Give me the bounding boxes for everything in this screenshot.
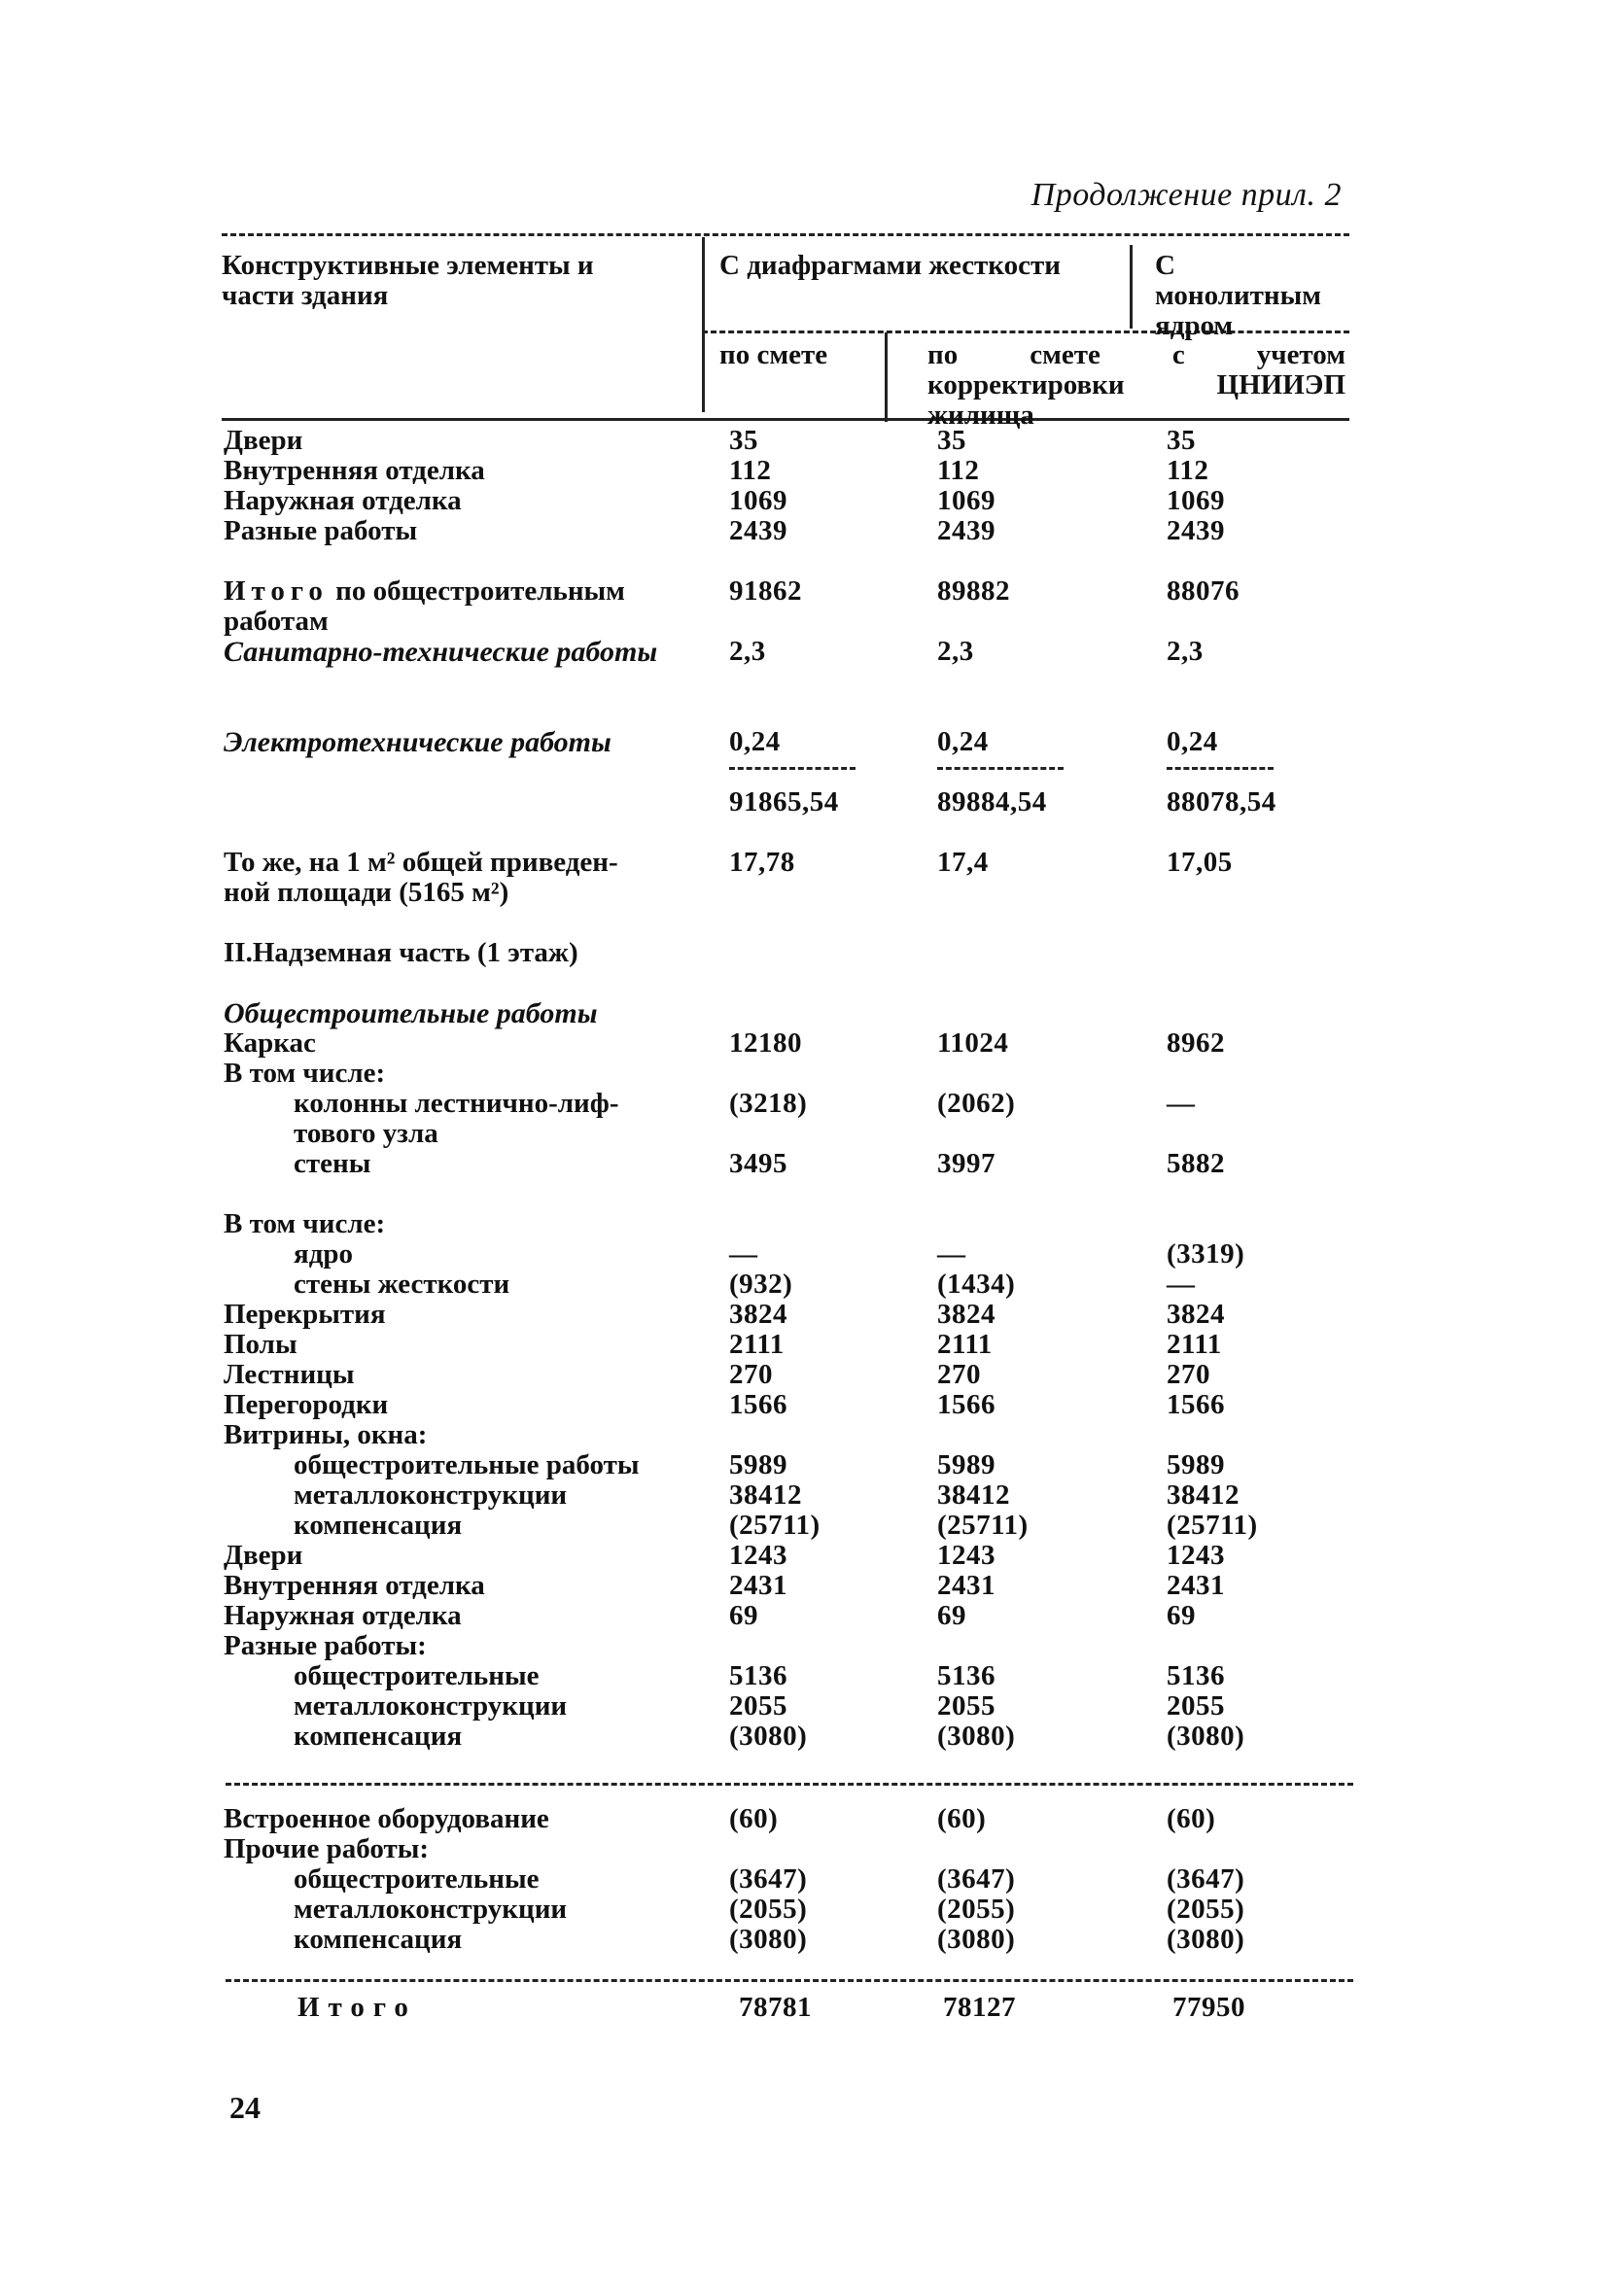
row-value-1: 2439 [729, 515, 787, 546]
row-label-spaced: Итого [224, 575, 329, 607]
row-value-2: — [937, 1238, 966, 1270]
row-value-3: — [1167, 1088, 1196, 1119]
row-value-1: (3218) [729, 1088, 808, 1119]
row-value-3: 2431 [1167, 1570, 1225, 1601]
total-label: Итого [297, 1992, 417, 2023]
table-row [0, 516, 1607, 546]
row-value-3: 0,24 [1167, 726, 1218, 757]
row-value-3: 270 [1167, 1359, 1210, 1390]
table-row [0, 1450, 1607, 1480]
table-row [0, 1270, 1607, 1300]
row-value-3: 3824 [1167, 1299, 1225, 1330]
header-top-rule [222, 233, 1349, 236]
row-value-3: 38412 [1167, 1479, 1240, 1511]
row-value-1: 3495 [729, 1148, 787, 1179]
header-col-elements: Конструктивные элементы и части здания [222, 250, 594, 311]
row-value-1: 35 [729, 425, 758, 456]
table-row [0, 1360, 1607, 1390]
row-value-2: (2055) [937, 1894, 1016, 1925]
row-value-2: 38412 [937, 1479, 1010, 1511]
header-sub-corrected: по смете с учетом корректировки ЦНИИЭП жилища [927, 339, 1345, 431]
table-row [0, 1925, 1607, 1955]
table-row [0, 1541, 1607, 1571]
row-value-1: 2,3 [729, 636, 766, 667]
row-value-2: 89882 [937, 575, 1010, 607]
table-row [0, 1571, 1607, 1601]
table-row [0, 1661, 1607, 1691]
total-row [0, 1993, 1607, 2023]
table-row [0, 1119, 1607, 1149]
row-value-3: — [1167, 1269, 1196, 1300]
table-row [0, 1330, 1607, 1360]
row-label: Витрины, окна: [224, 1419, 428, 1450]
table-row [0, 938, 1607, 968]
table-row [0, 1601, 1607, 1631]
table-row [0, 878, 1607, 908]
row-label: работам [224, 606, 329, 637]
row-value-1: 270 [729, 1359, 773, 1390]
table-row [0, 1420, 1607, 1450]
row-value-1: 12180 [729, 1027, 802, 1059]
row-value-1: 5136 [729, 1660, 787, 1691]
table-row [0, 1300, 1607, 1330]
row-value-1: 2431 [729, 1570, 787, 1601]
row-value-2: 2431 [937, 1570, 996, 1601]
row-label: Внутренняя отделка [224, 455, 485, 486]
table-row [0, 1834, 1607, 1864]
row-label: В том числе: [224, 1058, 386, 1089]
row-value-2: 69 [937, 1600, 966, 1631]
row-value-1: 2055 [729, 1690, 787, 1722]
row-value-2: (25711) [937, 1510, 1029, 1541]
row-label: Перегородки [224, 1389, 389, 1420]
table-row [0, 1028, 1607, 1059]
total-value-1: 78781 [739, 1992, 812, 2023]
row-value-3: 5882 [1167, 1148, 1225, 1179]
row-value-1: 5989 [729, 1449, 787, 1480]
row-value-1: 1069 [729, 485, 787, 516]
table-row [0, 1895, 1607, 1925]
row-value-2: 89884,54 [937, 786, 1047, 818]
header-sub-estimate: по смете [719, 339, 828, 370]
table-row [0, 727, 1607, 757]
row-label: общестроительные [294, 1660, 540, 1691]
row-label: Внутренняя отделка [224, 1570, 485, 1601]
row-value-2: 112 [937, 455, 980, 486]
row-value-3: 88078,54 [1167, 786, 1276, 818]
row-value-3: 2,3 [1167, 636, 1204, 667]
table-row [0, 1691, 1607, 1722]
table-row [0, 1511, 1607, 1541]
row-value-3: 2055 [1167, 1690, 1225, 1722]
row-label: ной площади (5165 м²) [224, 877, 509, 908]
table-body [0, 426, 1607, 1752]
row-value-3: 35 [1167, 425, 1196, 456]
row-label: металлоконструкции [294, 1690, 568, 1722]
row-value-2: (1434) [937, 1269, 1016, 1300]
row-value-1: 3824 [729, 1299, 787, 1330]
row-value-2: 3824 [937, 1299, 996, 1330]
table-row [0, 1804, 1607, 1834]
total-value-2: 78127 [943, 1992, 1016, 2023]
header-col-core: С монолитным ядром [1155, 250, 1322, 341]
table-row [0, 968, 1607, 998]
table-row [0, 1864, 1607, 1895]
row-label: общестроительные [294, 1863, 540, 1895]
row-value-2: (60) [937, 1803, 987, 1834]
table-row [0, 1631, 1607, 1661]
row-value-2: (3647) [937, 1863, 1016, 1895]
total-rule [226, 1979, 1353, 1982]
row-value-2: 5989 [937, 1449, 996, 1480]
row-value-3: (3080) [1167, 1924, 1245, 1955]
table-row [0, 637, 1607, 667]
row-label [224, 576, 625, 607]
row-value-2: (3080) [937, 1721, 1016, 1752]
row-value-1: 69 [729, 1600, 758, 1631]
row-value-1: (3080) [729, 1924, 808, 1955]
row-label: металлоконструкции [294, 1894, 568, 1925]
table-row [0, 1179, 1607, 1209]
table-row [0, 848, 1607, 878]
row-value-1: (60) [729, 1803, 779, 1834]
lower-block-rule [226, 1783, 1353, 1786]
row-label: колонны лестнично-лиф- [294, 1088, 619, 1119]
row-value-3: 17,05 [1167, 847, 1233, 878]
row-label: стены [294, 1148, 371, 1179]
row-value-3: (60) [1167, 1803, 1216, 1834]
table-row [0, 1149, 1607, 1179]
table-lower-body [0, 1804, 1607, 1955]
row-label: компенсация [294, 1924, 463, 1955]
row-value-3: 2439 [1167, 515, 1225, 546]
row-value-3: 1243 [1167, 1540, 1225, 1571]
row-value-2: 5136 [937, 1660, 996, 1691]
table-row [0, 1480, 1607, 1511]
row-value-3: 69 [1167, 1600, 1196, 1631]
table-row [0, 1239, 1607, 1270]
row-label: Перекрытия [224, 1299, 386, 1330]
table-row [0, 1089, 1607, 1119]
table-row [0, 908, 1607, 938]
table-row [0, 1722, 1607, 1752]
row-value-2: 35 [937, 425, 966, 456]
row-value-3: 1566 [1167, 1389, 1225, 1420]
row-value-3: 1069 [1167, 485, 1225, 516]
row-value-3: (2055) [1167, 1894, 1245, 1925]
header-vline-1 [702, 237, 705, 412]
row-label: Двери [224, 425, 303, 456]
row-value-3: 2111 [1167, 1329, 1222, 1360]
row-label: стены жесткости [294, 1269, 510, 1300]
page-number: 24 [229, 2090, 261, 2125]
table-row [0, 576, 1607, 607]
row-value-1: 112 [729, 455, 772, 486]
row-value-3: (3319) [1167, 1238, 1245, 1270]
row-label: Двери [224, 1540, 303, 1571]
row-value-2: 11024 [937, 1027, 1009, 1059]
row-label: общестроительные работы [294, 1449, 640, 1480]
sum-dash-2 [937, 767, 1064, 770]
row-label: II.Надземная часть (1 этаж) [224, 937, 578, 968]
row-label: Полы [224, 1329, 297, 1360]
row-value-1: 38412 [729, 1479, 802, 1511]
row-value-1: 0,24 [729, 726, 781, 757]
row-value-1: (932) [729, 1269, 793, 1300]
row-label: Прочие работы: [224, 1833, 430, 1864]
row-label: В том числе: [224, 1208, 386, 1239]
table-row [0, 1209, 1607, 1239]
row-label-rest: по общестроительным [328, 575, 625, 607]
total-row-wrap [0, 1993, 1607, 2023]
row-label: Общестроительные работы [224, 997, 598, 1029]
table-row [0, 1390, 1607, 1420]
table-row [0, 546, 1607, 576]
sum-dash-3 [1167, 767, 1274, 770]
row-value-2: 17,4 [937, 847, 989, 878]
row-value-3: 112 [1167, 455, 1209, 486]
row-value-3: 5989 [1167, 1449, 1225, 1480]
row-label: компенсация [294, 1721, 463, 1752]
row-value-2: 270 [937, 1359, 981, 1390]
continuation-label: Продолжение прил. 2 [1031, 177, 1342, 213]
row-value-2: 1069 [937, 485, 996, 516]
row-label: Санитарно-технические работы [224, 636, 658, 668]
table-row [0, 998, 1607, 1028]
row-value-2: 1566 [937, 1389, 996, 1420]
row-value-1: 17,78 [729, 847, 795, 878]
row-value-2: 0,24 [937, 726, 989, 757]
row-value-1: 1566 [729, 1389, 787, 1420]
row-label: компенсация [294, 1510, 463, 1541]
table-row [0, 607, 1607, 637]
row-label: То же, на 1 м² общей приведен- [224, 847, 618, 878]
table-row [0, 757, 1607, 787]
row-value-3: 5136 [1167, 1660, 1225, 1691]
table-row [0, 818, 1607, 848]
row-label: металлоконструкции [294, 1479, 568, 1511]
row-label: Электротехнические работы [224, 726, 611, 758]
header-col-diaphragms: С диафрагмами жесткости [719, 250, 1061, 281]
row-value-1: (3647) [729, 1863, 808, 1895]
table-row [0, 697, 1607, 727]
table-row [0, 486, 1607, 516]
row-label: Разные работы [224, 515, 418, 546]
row-label: Наружная отделка [224, 1600, 462, 1631]
table-row [0, 1059, 1607, 1089]
row-value-1: 2111 [729, 1329, 785, 1360]
row-value-2: 1243 [937, 1540, 996, 1571]
row-value-2: 2,3 [937, 636, 974, 667]
row-value-1: (25711) [729, 1510, 821, 1541]
row-value-3: 8962 [1167, 1027, 1225, 1059]
row-label: Встроенное оборудование [224, 1803, 549, 1834]
header-vline-3 [885, 332, 888, 422]
row-value-1: 1243 [729, 1540, 787, 1571]
row-value-2: 3997 [937, 1148, 996, 1179]
row-value-2: (2062) [937, 1088, 1016, 1119]
row-value-1: 91862 [729, 575, 802, 607]
total-value-3: 77950 [1172, 1992, 1245, 2023]
row-value-1: 91865,54 [729, 786, 839, 818]
table-row [0, 667, 1607, 697]
row-label: Лестницы [224, 1359, 355, 1390]
row-value-2: (3080) [937, 1924, 1016, 1955]
row-label: Разные работы: [224, 1630, 427, 1661]
row-value-3: 88076 [1167, 575, 1240, 607]
table-row [0, 426, 1607, 456]
row-label: тового узла [294, 1118, 438, 1149]
row-value-1: (2055) [729, 1894, 808, 1925]
row-value-3: (25711) [1167, 1510, 1258, 1541]
row-value-2: 2111 [937, 1329, 993, 1360]
row-value-2: 2055 [937, 1690, 996, 1722]
row-value-2: 2439 [937, 515, 996, 546]
row-label: Наружная отделка [224, 485, 462, 516]
row-value-3: (3647) [1167, 1863, 1245, 1895]
sum-dash-1 [729, 767, 856, 770]
row-value-3: (3080) [1167, 1721, 1245, 1752]
row-value-1: — [729, 1238, 758, 1270]
row-value-1: (3080) [729, 1721, 808, 1752]
row-label: Каркас [224, 1027, 316, 1059]
row-label: ядро [294, 1238, 353, 1270]
header-vline-2 [1130, 245, 1133, 329]
table-row [0, 787, 1607, 818]
table-row [0, 456, 1607, 486]
